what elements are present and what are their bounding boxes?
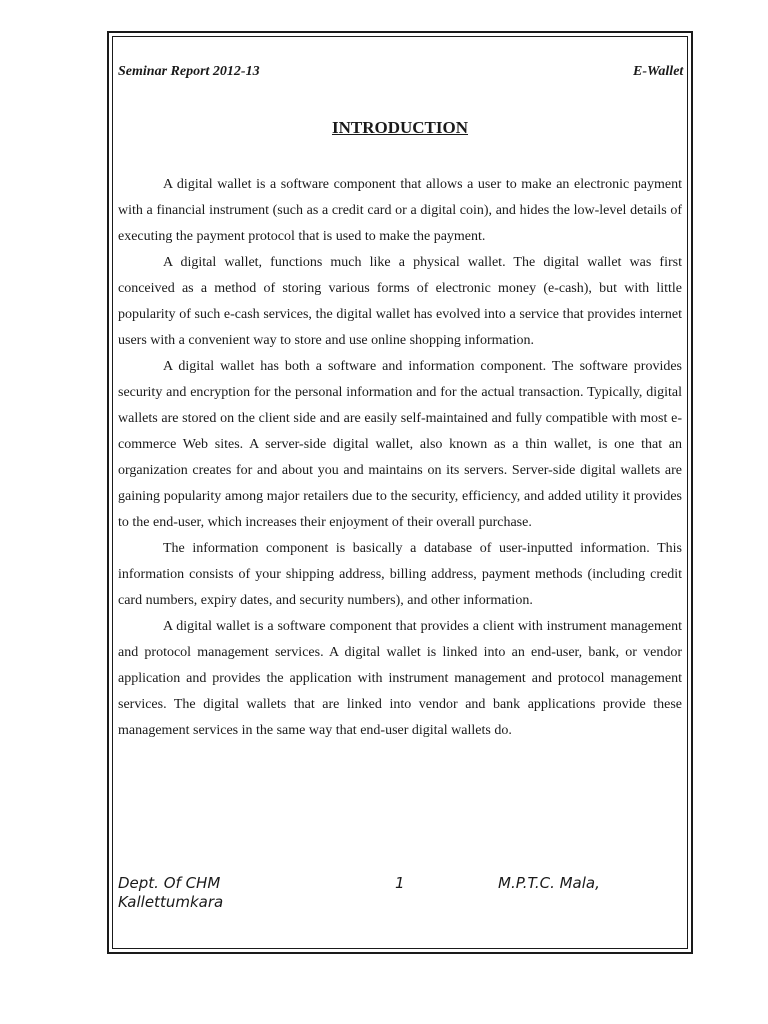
header-topic: E-Wallet — [633, 64, 684, 79]
footer-department: Dept. Of CHM — [118, 874, 221, 892]
header-report-title: Seminar Report 2012-13 — [118, 64, 260, 79]
paragraph: A digital wallet, functions much like a physical wallet. The digital wallet was first conceived as a method of storing various forms of electronic money (e-cash), but with little popularity of such e-cash services, the digital wallet has evolved into a service that provides internet users with a convenient way to store and use online shopping information. — [118, 255, 682, 348]
paragraph: The information component is basically a database of user-inputted information. This information consists of your shipping address, billing address, payment methods (including credit card numbers, expiry dates, and security numbers), and other information. — [118, 541, 682, 608]
paragraph: A digital wallet has both a software and information component. The software provides security and encryption for the personal information and for the actual transaction. Typically, digital wallets are stored on the client side and are easily self-maintained and fully compatible with most e-commerce Web sites. A server-side digital wallet, also known as a thin wallet, is one that an organization creates for and about you and maintains on its servers. Server-side digital wallets are gaining popularity among major retailers due to the security, efficiency, and added utility it provides to the end-user, which increases their enjoyment of their overall purchase. — [118, 359, 682, 530]
footer-page-number: 1 — [395, 874, 405, 892]
paragraph: A digital wallet is a software component that provides a client with instrument management and protocol management services. A digital wallet is linked into an end-user, bank, or vendor application and provides the application with instrument management and protocol management services. The digital wallets that are linked into vendor and bank applications provide these management services in the same way that end-user digital wallets do. — [118, 619, 682, 738]
footer-city: Kallettumkara — [118, 893, 224, 911]
paragraph: A digital wallet is a software component that allows a user to make an electronic payment with a financial instrument (such as a credit card or a digital coin), and hides the low-level details of executing the payment protocol that is used to make the payment. — [118, 177, 682, 244]
footer-college: M.P.T.C. Mala, — [498, 874, 600, 892]
body-text — [118, 172, 682, 744]
page-title: INTRODUCTION — [331, 118, 469, 137]
